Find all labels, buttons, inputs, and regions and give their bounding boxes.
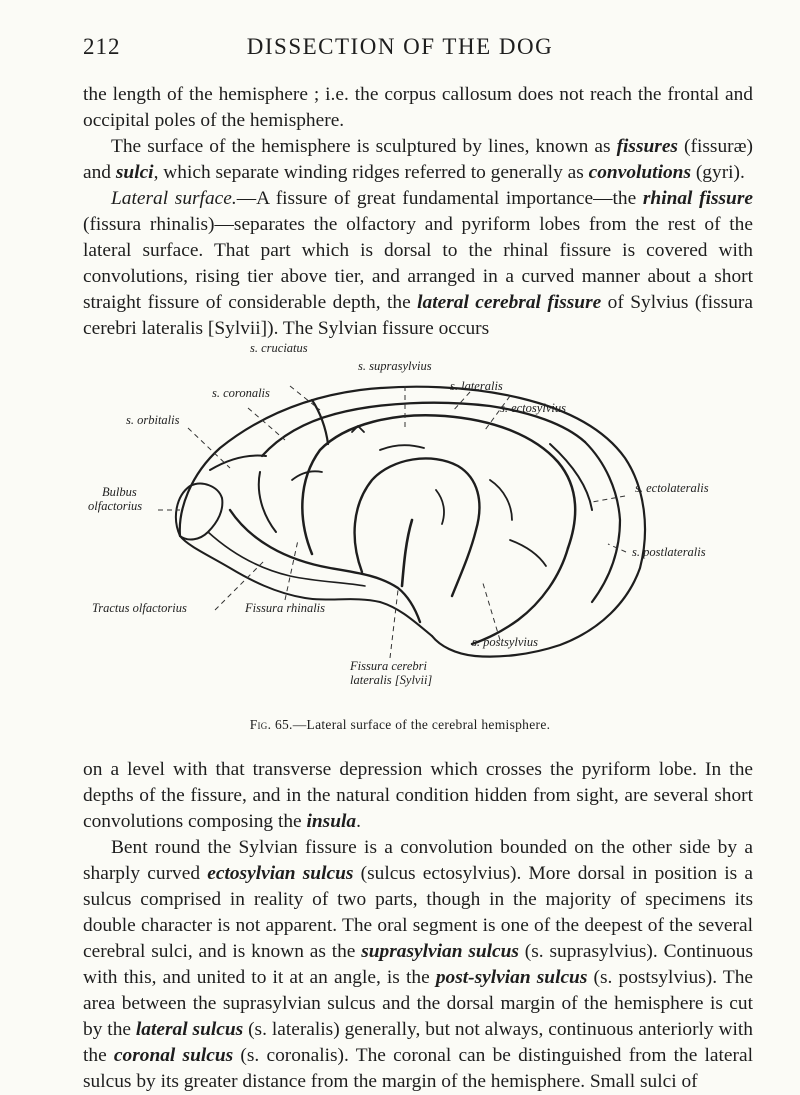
label-fissura-cerebri: Fissura cerebri bbox=[350, 659, 427, 673]
term-post-sylvian-sulcus: post-sylvian sulcus bbox=[435, 967, 588, 988]
label-s-postsylvius: s. postsylvius bbox=[472, 635, 538, 649]
cruciate-sulcus bbox=[312, 400, 328, 444]
paragraph-text: Bent round the Sylvian fissure is a convolution bounded on the other side by a sharply curved bbox=[83, 837, 753, 884]
leader-line bbox=[188, 428, 230, 468]
top-text-block bbox=[83, 82, 753, 342]
leader-line bbox=[592, 496, 625, 502]
term-lateral-sulcus: lateral sulcus bbox=[135, 1019, 244, 1040]
ectosylvian-sulcus bbox=[355, 458, 480, 596]
paragraph-text: (s. lateralis) generally, but not always, continuous anteriorly with the bbox=[83, 1019, 753, 1066]
term-convolutions: convolutions bbox=[588, 162, 691, 183]
term-ectosylvian-sulcus: ectosylvian sulcus bbox=[207, 863, 354, 884]
paragraph-text: The surface of the hemisphere is sculptured by lines, known as bbox=[111, 136, 617, 157]
coronal-sulcus bbox=[262, 414, 335, 456]
paragraph-continued bbox=[83, 82, 753, 134]
paragraph-text: the length of the hemisphere ; i.e. the corpus callosum does not reach the frontal and occipital poles of the hemisphere. bbox=[83, 84, 753, 131]
paragraph-text: on a level with that transverse depression which crosses the pyriform lobe. In the depths of the fissure, and in the natural condition hidden from sight, are several short convolutions composing the bbox=[83, 759, 753, 832]
minor-sulcus bbox=[380, 445, 424, 450]
page-number: 212 bbox=[83, 34, 121, 59]
label-olfactorius: olfactorius bbox=[88, 499, 143, 513]
term-fissures: fissures bbox=[616, 136, 678, 157]
label-lateralis-sylvii: lateralis [Sylvii] bbox=[350, 673, 433, 687]
paragraph-text: (s. postsylvius). The area between the suprasylvian sulcus and the dorsal margin of the hemisphere is cut by the bbox=[83, 967, 753, 1040]
label-tractus-olfactorius: Tractus olfactorius bbox=[92, 601, 187, 615]
label-s-coronalis: s. coronalis bbox=[212, 386, 270, 400]
term-coronal-sulcus: coronal sulcus bbox=[113, 1045, 234, 1066]
paragraph-text: (fissuræ) and bbox=[83, 136, 753, 183]
label-s-cruciatus: s. cruciatus bbox=[250, 341, 308, 355]
term-lateral-cerebral-fissure: lateral cerebral fissure bbox=[417, 292, 602, 313]
label-s-orbitalis: s. orbitalis bbox=[126, 413, 180, 427]
leader-line bbox=[390, 590, 398, 658]
label-s-postlateralis: s. postlateralis bbox=[632, 545, 706, 559]
minor-sulcus bbox=[436, 490, 444, 524]
paragraph-text: , which separate winding ridges referred to generally as bbox=[153, 162, 589, 183]
leader-line bbox=[482, 580, 500, 640]
figure-number: Fig. 65. bbox=[249, 717, 293, 732]
minor-sulcus bbox=[510, 540, 546, 566]
paragraph-ectosylvian bbox=[83, 835, 753, 1095]
paragraph-insula bbox=[83, 757, 753, 835]
page-header bbox=[0, 34, 800, 64]
bottom-text-block bbox=[83, 757, 753, 1095]
paragraph-fissures bbox=[83, 134, 753, 186]
minor-sulcus bbox=[490, 480, 512, 520]
section-lead-in: Lateral surface. bbox=[111, 188, 237, 209]
paragraph-text: (fissura rhinalis)—separates the olfactory and pyriform lobes from the rest of the lateral surface. That part which is dorsal to the rhinal fissure is covered with convolutions, rising tier above tier, and arranged in a curved manner about a short straight fissure of considerable depth, the bbox=[83, 214, 753, 313]
presylvian-sulcus bbox=[259, 472, 276, 532]
orbital-sulcus bbox=[210, 456, 266, 470]
paragraph-text: —A fissure of great fundamental importance—the bbox=[236, 188, 643, 209]
label-s-ectosylvius: s. ectosylvius bbox=[500, 401, 566, 415]
brain-figure bbox=[80, 340, 750, 690]
term-sulci: sulci bbox=[115, 162, 154, 183]
paragraph-lateral-surface bbox=[83, 186, 753, 342]
paragraph-text: of Sylvius (fissura cerebri lateralis [Sylvii]). The Sylvian fissure occurs bbox=[83, 292, 753, 339]
running-title: DISSECTION OF THE DOG bbox=[246, 34, 554, 59]
term-rhinal-fissure: rhinal fissure bbox=[642, 188, 753, 209]
olfactory-tract bbox=[208, 532, 365, 586]
label-fissura-rhinalis: Fissura rhinalis bbox=[245, 601, 325, 615]
paragraph-text: (gyri). bbox=[691, 162, 745, 183]
paragraph-text: (s. coronalis). The coronal can be distinguished from the lateral sulcus by its greater distance from the margin of the hemisphere. Small sulci of bbox=[83, 1045, 753, 1092]
label-bulbus: Bulbus bbox=[102, 485, 137, 499]
label-s-suprasylvius: s. suprasylvius bbox=[358, 359, 432, 373]
leader-line bbox=[285, 540, 298, 600]
term-suprasylvian-sulcus: suprasylvian sulcus bbox=[361, 941, 519, 962]
paragraph-text: (s. suprasylvius). Continuous with this, and united to it at an angle, is the bbox=[83, 941, 753, 988]
brain-illustration bbox=[80, 340, 750, 690]
paragraph-text: (sulcus ectosylvius). More dorsal in position is a sulcus comprised in reality of two parts, though in the majority of specimens its double character is not apparent. The oral segment is one of the deepest of the several cerebral sulci, and is known as the bbox=[83, 863, 753, 962]
caption-text: —Lateral surface of the cerebral hemisphere. bbox=[292, 717, 551, 732]
figure-caption bbox=[0, 717, 800, 733]
term-insula: insula bbox=[306, 811, 357, 832]
suprasylvian-sulcus bbox=[302, 415, 575, 554]
ectolateral-sulcus bbox=[550, 444, 592, 510]
label-s-lateralis: s. lateralis bbox=[450, 379, 503, 393]
postlateral-sulcus bbox=[585, 442, 620, 602]
sylvian-fissure bbox=[402, 520, 412, 586]
paragraph-text: . bbox=[356, 811, 361, 832]
label-s-ectolateralis: s. ectolateralis bbox=[635, 481, 709, 495]
